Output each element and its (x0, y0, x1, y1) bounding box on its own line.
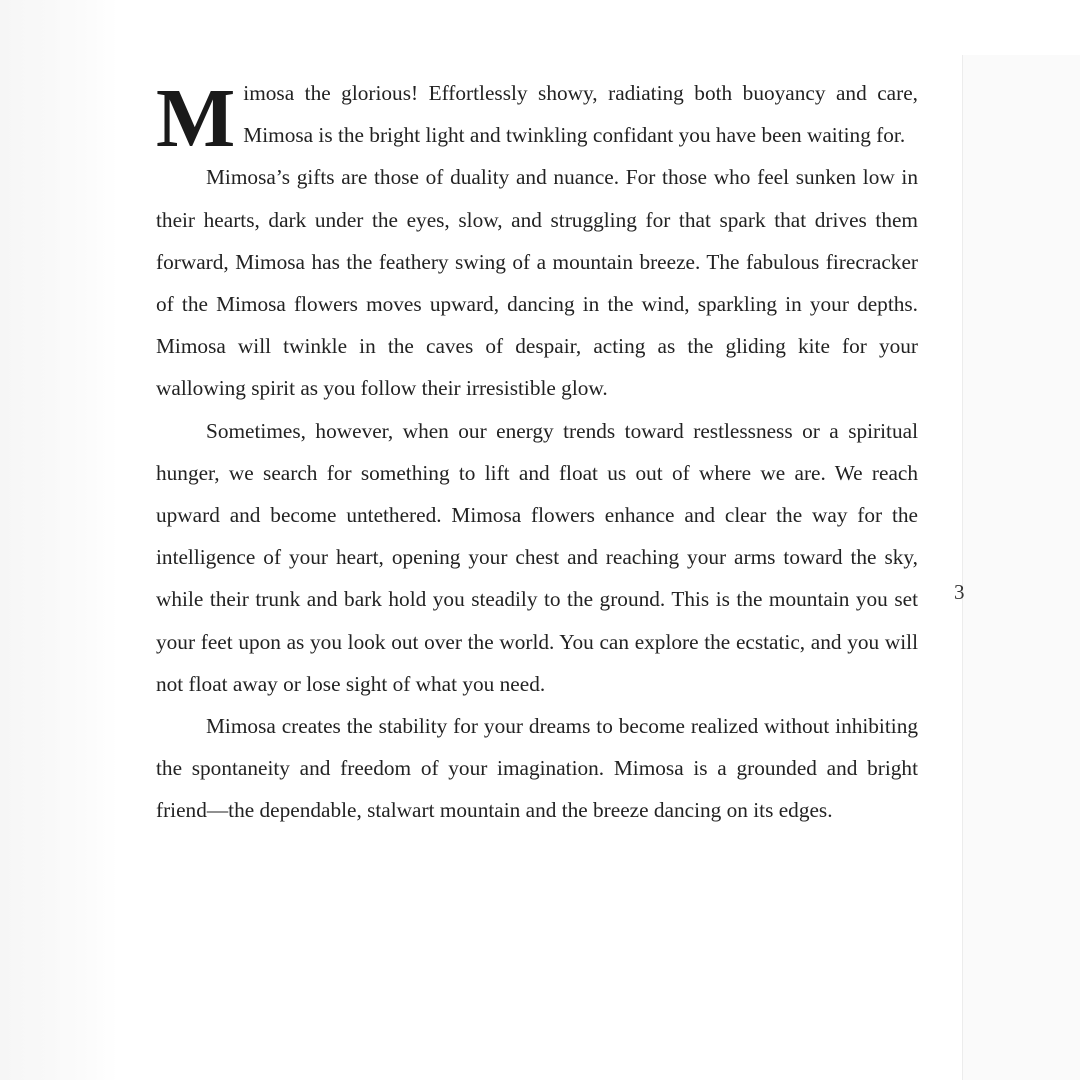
paragraph-1-text: imosa the glorious! Effortlessly showy, radiating both buoyancy and care, Mimosa is the bright light and twinkling confidant you have been waiting for. (243, 81, 918, 148)
page-number: 3 (954, 580, 965, 604)
scan-left-edge (0, 0, 118, 1080)
paragraph-3: Sometimes, however, when our energy trends toward restlessness or a spiritual hunger, we search for something to lift and float us out of where we are. We reach upward and become untethered. Mimosa flowers enhance and clear the way for the intelligence of your heart, opening your chest and reaching your arms toward the sky, while their trunk and bark hold you steadily to the ground. This is the mountain you set your feet upon as you look out over the world. You can explore the ecstatic, and you will not float away or lose sight of what you need. (156, 418, 918, 696)
paragraph-4: Mimosa creates the stability for your dreams to become realized without inhibiting the spontaneity and freedom of your imagination. Mimosa is a grounded and bright friend—the dependable, stalwart mountain and the breeze dancing on its edges. (156, 714, 918, 823)
paragraph-2: Mimosa’s gifts are those of duality and nuance. For those who feel sunken low in their hearts, dark under the eyes, slow, and struggling for that spark that drives them forward, Mimosa has the feathery swing of a mountain breeze. The fabulous firecracker of the Mimosa flowers moves upward, dancing in the wind, sparkling in your depths. Mimosa will twinkle in the caves of despair, acting as the gliding kite for your wallowing spirit as you follow their irresistible glow. (156, 165, 918, 401)
scan-right-edge (962, 55, 1080, 1080)
body-text (156, 72, 918, 832)
paragraph-1 (156, 72, 918, 165)
drop-cap: M (156, 72, 236, 165)
